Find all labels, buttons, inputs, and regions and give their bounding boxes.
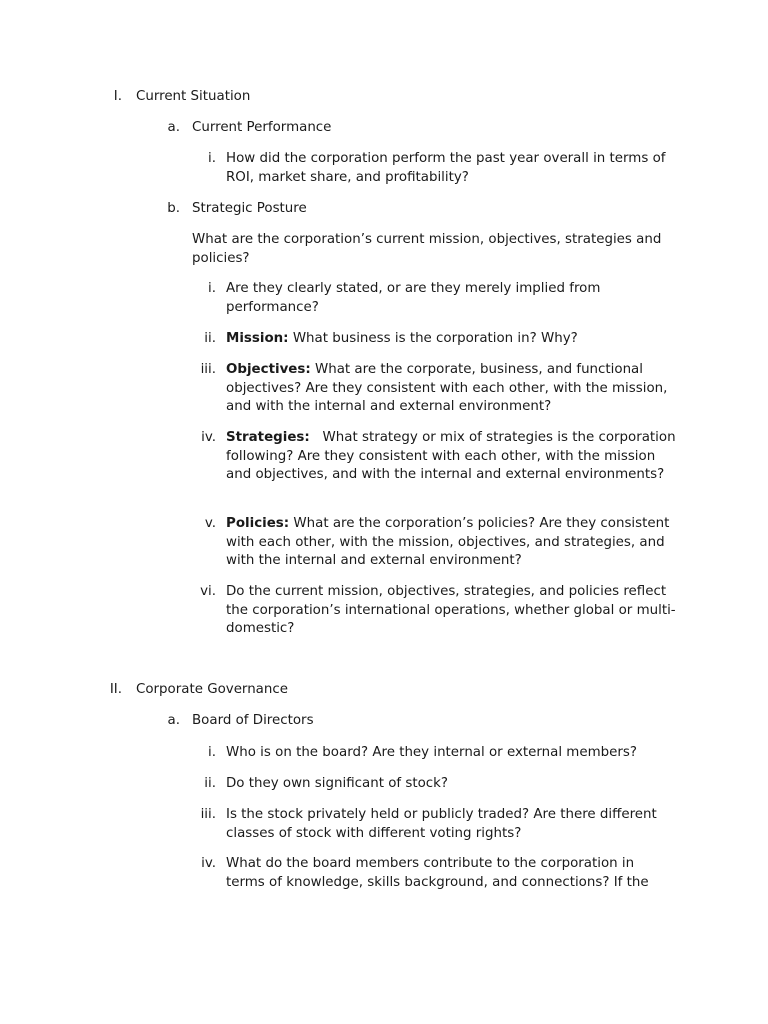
subsection-1b-title: Strategic Posture xyxy=(192,201,307,216)
subsection-intro: What are the corporation’s current mission, objectives, strategies and policies? xyxy=(192,232,662,266)
section-2-title: Corporate Governance xyxy=(136,682,288,697)
item-marker: iv. xyxy=(201,430,216,445)
item-marker: i. xyxy=(208,151,216,166)
list-item-strategies: Strategies: What strategy or mix of strategies is the corporation following? Are they consistent with each other, with the mission and objectives, and with the internal and external environments? xyxy=(226,430,676,482)
item-label: Objectives: xyxy=(226,362,311,377)
list-item: What do the board members contribute to the corporation in terms of knowledge, skills background, and connections? If the xyxy=(226,856,649,890)
list-item-mission: Mission: What business is the corporation in? Why? xyxy=(226,331,578,346)
list-item: Is the stock privately held or publicly traded? Are there different classes of stock with different voting rights? xyxy=(226,807,657,841)
list-item: Are they clearly stated, or are they merely implied from performance? xyxy=(226,281,601,315)
section-1-title: Current Situation xyxy=(136,89,251,104)
item-marker: i. xyxy=(208,281,216,296)
subsection-2a-marker: a. xyxy=(167,713,180,728)
subsection-2a-title: Board of Directors xyxy=(192,713,314,728)
item-marker: ii. xyxy=(204,776,216,791)
list-item: Who is on the board? Are they internal or external members? xyxy=(226,745,637,760)
section-2-marker: II. xyxy=(109,682,122,697)
item-label: Strategies: xyxy=(226,430,310,445)
item-marker: i. xyxy=(208,745,216,760)
section-1-marker: I. xyxy=(113,89,122,104)
list-item: Do the current mission, objectives, strategies, and policies reflect the corporation’s international operations, whether global or multi-domestic? xyxy=(226,584,676,636)
list-item-objectives: Objectives: What are the corporate, business, and functional objectives? Are they consistent with each other, with the mission, and with the internal and external environment? xyxy=(226,362,668,414)
item-marker: iv. xyxy=(201,856,216,871)
item-marker: ii. xyxy=(204,331,216,346)
subsection-1b-marker: b. xyxy=(167,201,180,216)
item-marker: v. xyxy=(204,516,216,531)
subsection-1a-marker: a. xyxy=(167,120,180,135)
list-item: Do they own significant of stock? xyxy=(226,776,449,791)
list-item: How did the corporation perform the past year overall in terms of ROI, market share, and profitability? xyxy=(226,151,666,185)
item-label: Mission: xyxy=(226,331,289,346)
item-marker: iii. xyxy=(200,807,216,822)
subsection-1a-title: Current Performance xyxy=(192,120,332,135)
item-marker: vi. xyxy=(200,584,216,599)
item-label: Policies: xyxy=(226,516,290,531)
list-item-policies: Policies: What are the corporation’s policies? Are they consistent with each other, with the mission, objectives, and strategies, and with the internal and external environment? xyxy=(226,516,670,568)
item-marker: iii. xyxy=(200,362,216,377)
